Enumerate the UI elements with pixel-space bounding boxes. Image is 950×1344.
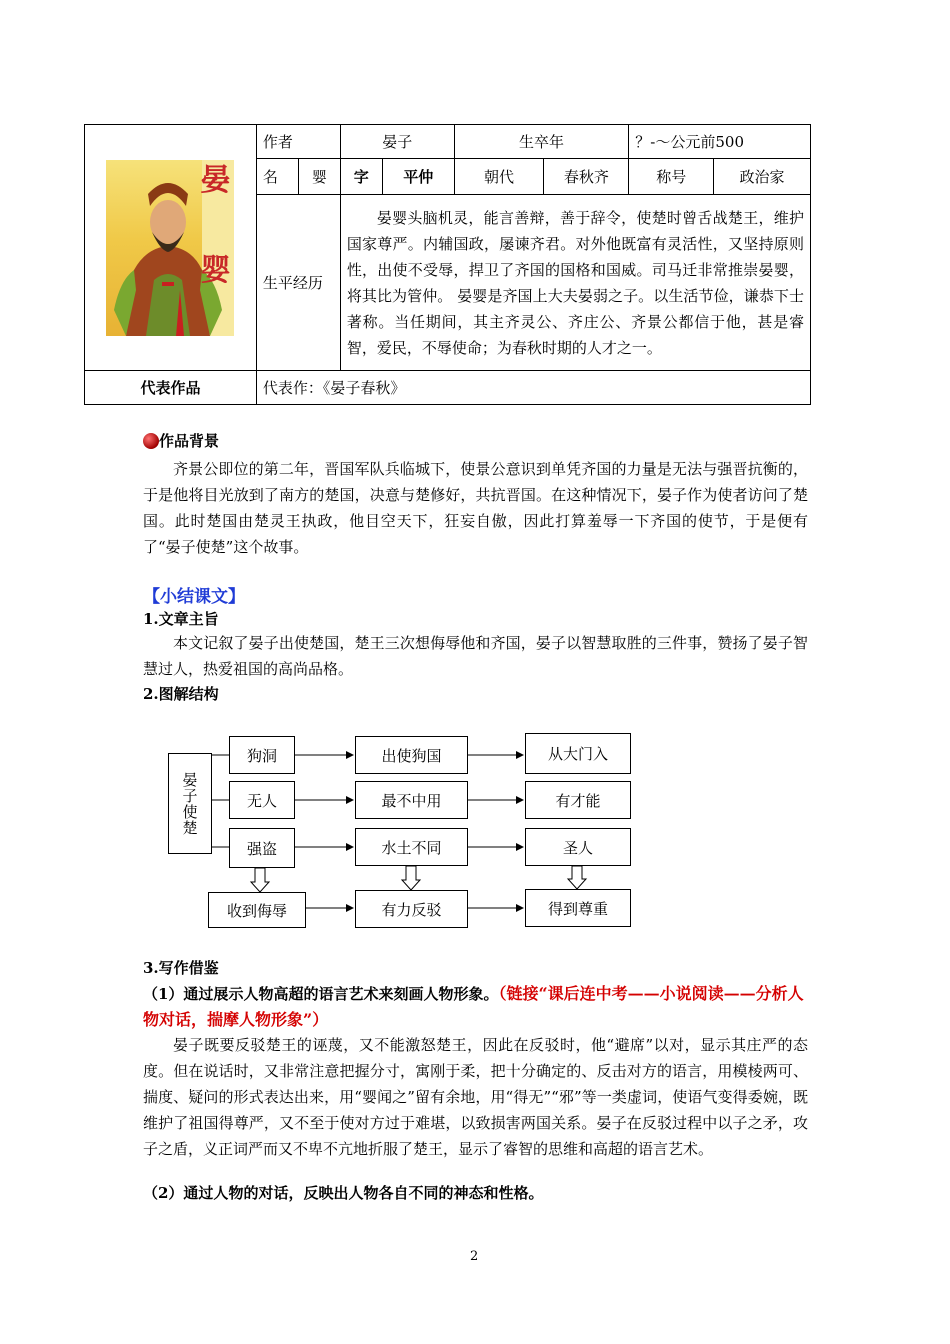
author-value: 晏子 <box>340 125 454 159</box>
diagram-r2c2: 最不中用 <box>355 781 468 819</box>
bio-text: 晏婴头脑机灵，能言善辩，善于辞令，使楚时曾舌战楚王，维护国家尊严。内辅国政，屡谏齐君。对外他既富有灵活性，又坚持原则性，出使不受辱，捍卫了齐国的国格和国威。司马迁非常推崇晏婴，将其比为管仲。 晏婴是齐国上大夫晏弱之子。以生活节俭，谦恭下士著称。当任期间，其主齐灵公、齐庄公、齐景公都信于他，甚是睿智，爱民，不辱使命；为春秋时期的人才之一。 <box>340 195 810 371</box>
lifespan-label: 生卒年 <box>454 125 629 159</box>
summary-s1-text: 本文记叙了晏子出使楚国，楚王三次想侮辱他和齐国，晏子以智慧取胜的三件事，赞扬了晏子智慧过人，热爱祖国的高尚品格。 <box>143 634 808 678</box>
diagram-r2c3: 有才能 <box>525 781 631 819</box>
diagram-r3c2: 水土不同 <box>355 828 468 866</box>
zi-label: 字 <box>340 159 382 195</box>
summary-s2-title: 2.图解结构 <box>143 685 219 703</box>
page-number: 2 <box>470 1249 479 1264</box>
name-label: 名 <box>256 159 298 195</box>
diagram-r3c1: 强盗 <box>229 828 295 868</box>
dynasty-label: 朝代 <box>454 159 544 195</box>
lifespan-value: ？-～公元前500 <box>629 125 811 159</box>
diagram-root: 晏子使楚 <box>168 753 212 854</box>
diagram-bottom-2: 有力反驳 <box>355 890 468 928</box>
point1-heading: （1）通过展示人物高超的语言艺术来刻画人物形象。 <box>143 985 499 1003</box>
writing-point-2: （2）通过人物的对话，反映出人物各自不同的神态和性格。 <box>143 1184 544 1202</box>
diagram-r1c1: 狗洞 <box>229 736 295 774</box>
zi-value: 平仲 <box>382 159 454 195</box>
summary-heading: 【小结课文】 <box>143 587 245 607</box>
writing-point-1 <box>143 981 811 1033</box>
works-value: 代表作：《晏子春秋》 <box>256 371 810 405</box>
point1-link: （链接“课后连中考——小说阅读——分析人物对话，揣摩人物形象”） <box>143 984 804 1029</box>
background-title: 作品背景 <box>159 432 220 450</box>
bio-label: 生平经历 <box>256 195 340 371</box>
diagram-r2c1: 无人 <box>229 781 295 819</box>
background-text: 齐景公即位的第二年，晋国军队兵临城下，使景公意识到单凭齐国的力量是无法与强晋抗衡的，于是他将目光放到了南方的楚国，决意与楚修好，共抗晋国。在这种情况下，晏子作为使者访问了楚国。此时楚国由楚灵王执政，他目空天下，狂妄自傲，因此打算羞辱一下齐国的使节，于是便有了“晏子使楚”这个故事。 <box>143 460 808 556</box>
summary-s1-title: 1.文章主旨 <box>143 610 219 628</box>
diagram-bottom-3: 得到尊重 <box>525 889 631 927</box>
point1-text: 晏子既要反驳楚王的诬蔑，又不能激怒楚王，因此在反驳时，他“避席”以对，显示其庄严的态度。但在说话时，又非常注意把握分寸，寓刚于柔，把十分确定的、反击对方的语言，用模棱两可、揣度、疑问的形式表达出来，用“婴闻之”留有余地，用“得无”“邪”等一类虚词，使语气变得委婉，既维护了祖国得尊严，又不至于使对方过于难堪，以致损害两国关系。晏子在反驳过程中以子之矛，攻子之盾，义正词严而又不卑不亢地折服了楚王，显示了睿智的思维和高超的语言艺术。 <box>143 1036 808 1158</box>
diagram-r1c2: 出使狗国 <box>355 736 468 774</box>
diagram-r3c3: 圣人 <box>525 828 631 866</box>
works-label: 代表作品 <box>85 371 257 405</box>
title-value: 政治家 <box>714 159 811 195</box>
diagram-r1c3: 从大门入 <box>525 733 631 774</box>
title-label: 称号 <box>629 159 714 195</box>
portrait-char-1: 晏 <box>200 162 231 198</box>
diagram-bottom-1: 收到侮辱 <box>208 892 306 928</box>
author-label: 作者 <box>256 125 340 159</box>
name-value: 婴 <box>298 159 340 195</box>
summary-s3-title: 3.写作借鉴 <box>143 959 219 977</box>
portrait-char-2: 婴 <box>200 252 231 288</box>
dynasty-value: 春秋齐 <box>544 159 629 195</box>
